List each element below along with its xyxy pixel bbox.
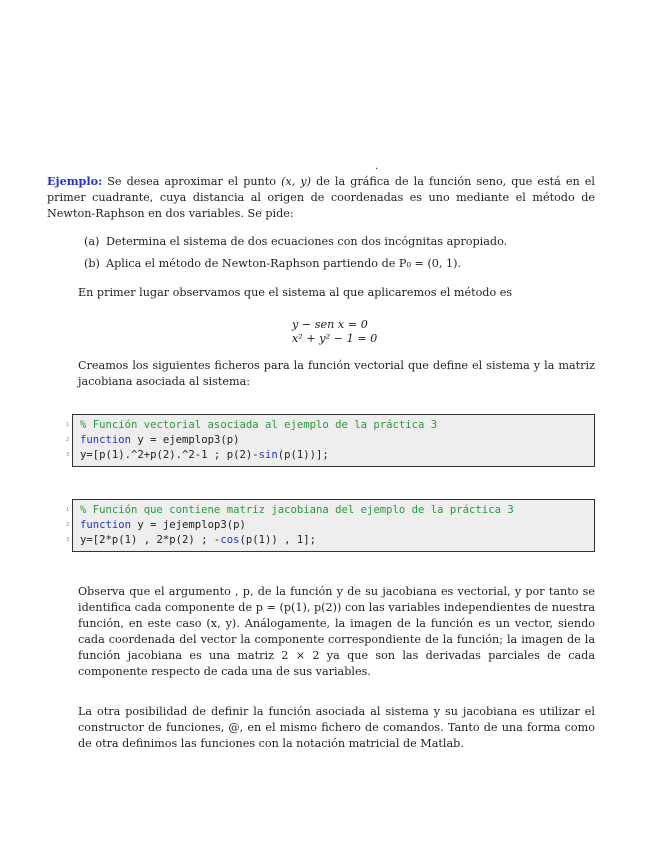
code2-cos-function: cos — [220, 534, 240, 546]
list-item-a-mark: (a) — [84, 235, 100, 248]
code2-line-number-3: 3 — [66, 537, 70, 543]
code2-line-3 — [66, 533, 594, 548]
example-point: (x, y) — [281, 175, 312, 188]
code2-line-number-2: 2 — [66, 522, 70, 528]
code2-body-a: y=[2*p(1) , 2*p(2) ; - — [80, 534, 221, 546]
code2-signature: y = jejemplop3(p) — [131, 519, 246, 531]
code1-sin-function: sin — [258, 449, 278, 461]
example-text-1: Se desea aproximar el punto — [102, 175, 282, 188]
list-item-a-text: Determina el sistema de dos ecuaciones con dos incógnitas apropiado. — [106, 235, 508, 248]
list-item-b — [84, 256, 461, 272]
list-item-b-mark: (b) — [84, 257, 100, 270]
code1-line-number-1: 1 — [66, 422, 70, 428]
example-paragraph — [47, 173, 595, 222]
code2-line-1 — [66, 503, 594, 518]
code1-signature: y = ejemplop3(p) — [131, 434, 240, 446]
code2-line-2 — [66, 518, 594, 533]
list-item-b-text: Aplica el método de Newton-Raphson partiendo de P₀ = (0, 1). — [106, 257, 462, 270]
example-label: Ejemplo: — [47, 174, 103, 188]
code2-line-number-1: 1 — [66, 507, 70, 513]
code1-line-3 — [66, 448, 594, 463]
equation-1: y − sen x = 0 — [292, 318, 368, 331]
code2-comment: % Función que contiene matriz jacobiana del ejemplo de la práctica 3 — [80, 504, 514, 516]
list-item-a — [84, 234, 507, 250]
code-block-jejemplop3 — [66, 499, 595, 552]
code2-body-b: (p(1)) , 1]; — [239, 534, 317, 546]
observa-paragraph: Observa que el argumento , p, de la función y de su jacobiana es vectorial, y por tanto se identifica cada componente de p = (p(1), p(2)) con las variables independientes de nuestra función, en este caso (x, y). Análogamente, la imagen de la función es un vector, siendo cada coordenada del vector la componente correspondiente de la función; la imagen de la función jacobiana es una matriz 2 × 2 ya que son las derivadas parciales de cada componente respecto de cada una de sus variables. — [78, 585, 595, 678]
code1-line-number-2: 2 — [66, 437, 70, 443]
code1-line-2 — [66, 433, 594, 448]
system-intro: En primer lugar observamos que el sistema al que aplicaremos el método es — [78, 286, 513, 299]
code-block-ejemplop3 — [66, 414, 595, 467]
code1-line-number-3: 3 — [66, 452, 70, 458]
code1-comment: % Función vectorial asociada al ejemplo de la práctica 3 — [80, 419, 438, 431]
code1-keyword: function — [80, 434, 132, 446]
files-intro: Creamos los siguientes ficheros para la función vectorial que define el sistema y la matriz jacobiana asociada al sistema: — [78, 359, 595, 388]
code1-body-b: (p(1))]; — [277, 449, 329, 461]
code2-keyword: function — [80, 519, 132, 531]
otra-paragraph: La otra posibilidad de definir la función asociada al sistema y su jacobiana es utilizar el constructor de funciones, @, en el mismo fichero de comandos. Tanto de una forma como de otra definimos las funciones con la notación matricial de Matlab. — [78, 705, 595, 750]
top-dot: . — [375, 161, 379, 172]
equation-2: x² + y² − 1 = 0 — [292, 332, 378, 345]
example-text-2: de la gráfica de la función seno, que está en el primer cuadrante, cuya distancia al origen de coordenadas es uno mediante el método de Newton-Raphson en dos variables. Se pide: — [47, 175, 595, 220]
code1-body-a: y=[p(1).^2+p(2).^2-1 ; p(2)- — [80, 449, 259, 461]
code1-line-1 — [66, 418, 594, 433]
